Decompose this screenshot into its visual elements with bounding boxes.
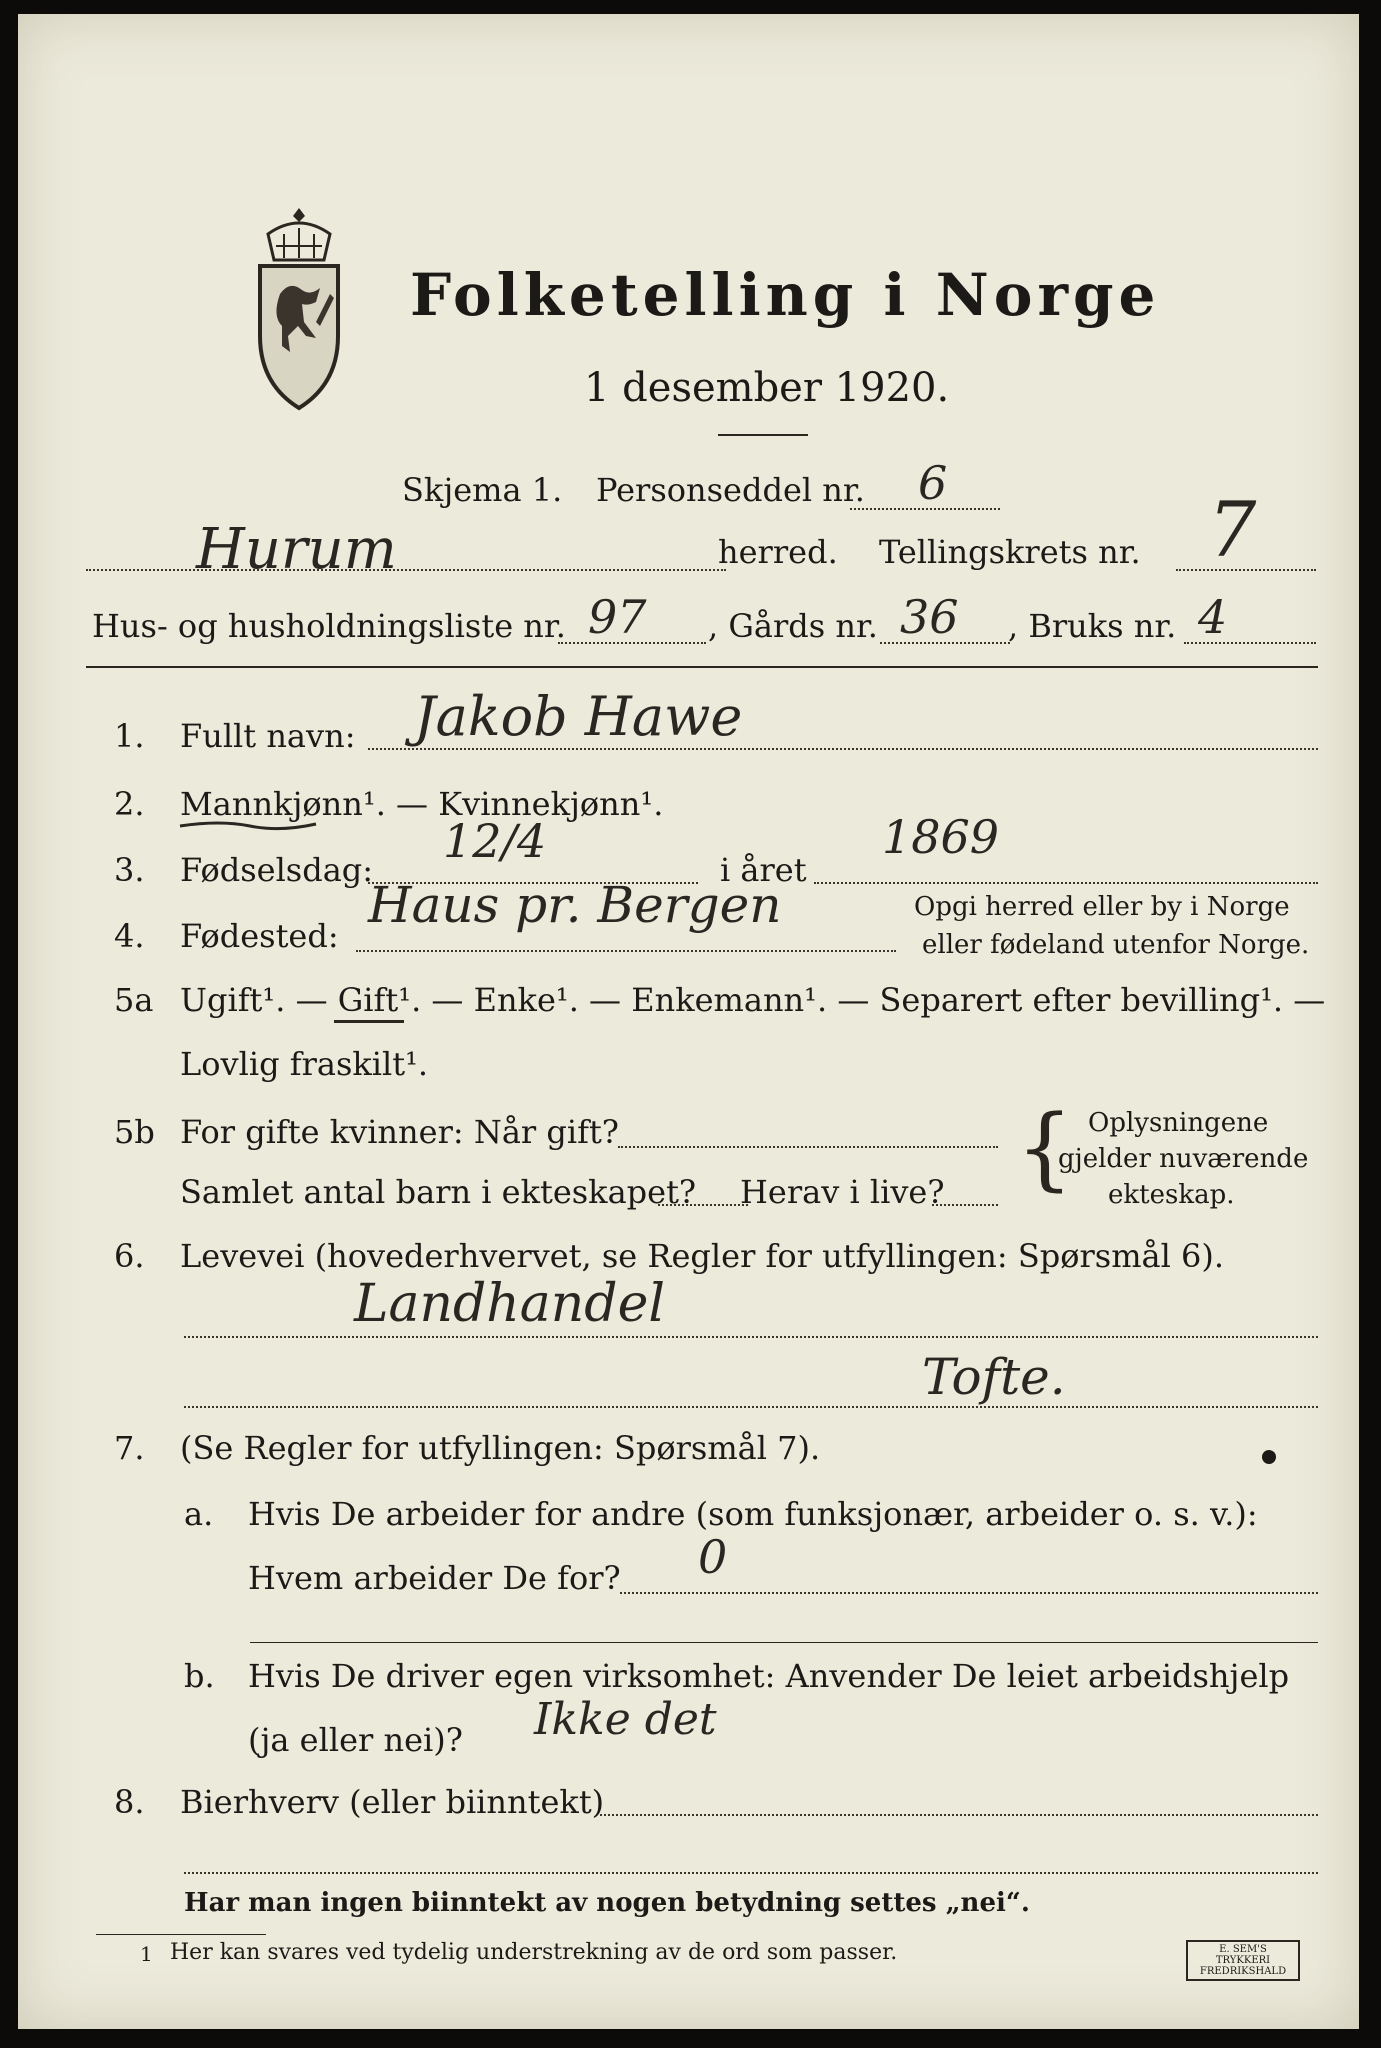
q7b-line2: (ja eller nei)? xyxy=(248,1721,463,1759)
footnote-text: Her kan svares ved tydelig understrekning av de ord som passer. xyxy=(170,1940,898,1965)
tellingskrets-label: Tellingskrets nr. xyxy=(879,533,1141,571)
q3-year-value: 1869 xyxy=(882,810,1000,864)
q5b-note-line3: ekteskap. xyxy=(1108,1180,1235,1210)
q4-label: Fødested: xyxy=(180,917,339,955)
q3-year-label: i året xyxy=(720,851,807,889)
q7a-line1: Hvis De arbeider for andre (som funksjonær, arbeider o. s. v.): xyxy=(248,1495,1258,1533)
q5b-line1-dots xyxy=(618,1146,998,1148)
bruks-label: , Bruks nr. xyxy=(1008,607,1177,645)
q7b-line1: Hvis De driver egen virksomhet: Anvender De leiet arbeidshjelp xyxy=(248,1657,1290,1695)
q3-number: 3. xyxy=(114,851,145,889)
q5b-line2b-dots xyxy=(932,1204,998,1206)
q5a-underline-mark xyxy=(334,1020,404,1023)
skjema-label: Skjema 1. xyxy=(402,471,563,509)
q5a-number: 5a xyxy=(114,981,154,1019)
footnote-rule xyxy=(96,1934,266,1935)
q5b-note-line2: gjelder nuværende xyxy=(1058,1144,1309,1174)
footer-note: Har man ingen biinntekt av nogen betydning settes „nei“. xyxy=(184,1888,1030,1918)
q7-number: 7. xyxy=(114,1429,145,1467)
q7b-letter: b. xyxy=(184,1657,215,1695)
q2-label: Mannkjønn¹. — Kvinnekjønn¹. xyxy=(180,785,664,823)
q5b-line1: For gifte kvinner: Når gift? xyxy=(180,1113,619,1151)
q8-number: 8. xyxy=(114,1783,145,1821)
gards-value: 36 xyxy=(900,590,959,644)
q5a-line2: Lovlig fraskilt¹. xyxy=(180,1045,429,1083)
q6-value1: Landhandel xyxy=(354,1274,665,1334)
tellingskrets-value: 7 xyxy=(1208,485,1257,574)
q1-label: Fullt navn: xyxy=(180,717,356,755)
q3-label: Fødselsdag: xyxy=(180,851,374,889)
bruks-value: 4 xyxy=(1198,590,1228,644)
q7b-value: Ikke det xyxy=(534,1694,717,1745)
form-date: 1 desember 1920. xyxy=(584,365,950,411)
q5b-brace: { xyxy=(1016,1096,1074,1201)
printer-stamp: E. SEM'S TRYKKERI FREDRIKSHALD xyxy=(1186,1940,1300,1981)
q7a-line xyxy=(620,1592,1318,1594)
q4-number: 4. xyxy=(114,917,145,955)
footnote-number: 1 xyxy=(140,1942,153,1966)
q7-label: (Se Regler for utfyllingen: Spørsmål 7). xyxy=(180,1429,821,1467)
census-form xyxy=(18,14,1359,2029)
herred-value: Hurum xyxy=(196,517,397,582)
personseddel-label: Personseddel nr. xyxy=(596,471,865,509)
q4-value: Haus pr. Bergen xyxy=(368,876,782,934)
q5a-line1: Ugift¹. — Gift¹. — Enke¹. — Enkemann¹. — Separert efter bevilling¹. — xyxy=(180,981,1326,1019)
q8-line xyxy=(600,1814,1318,1816)
q4-note-line1: Opgi herred eller by i Norge xyxy=(914,892,1290,922)
gards-label: , Gårds nr. xyxy=(708,607,878,645)
q8-line2 xyxy=(184,1872,1318,1874)
husliste-value: 97 xyxy=(588,590,647,644)
q6-line1 xyxy=(184,1336,1318,1338)
title-divider xyxy=(718,434,808,436)
q1-value: Jakob Hawe xyxy=(414,685,743,748)
personseddel-value: 6 xyxy=(918,456,948,510)
coat-of-arms-icon xyxy=(246,204,352,414)
q6-label: Levevei (hovederhvervet, se Regler for utfyllingen: Spørsmål 6). xyxy=(180,1237,1225,1275)
q1-line xyxy=(368,748,1318,750)
q7a-letter: a. xyxy=(184,1495,214,1533)
herred-label: herred. xyxy=(718,533,838,571)
q7a-rule xyxy=(250,1642,1318,1643)
ink-dot-icon xyxy=(1262,1450,1276,1464)
q7a-value: 0 xyxy=(698,1530,728,1584)
q8-label: Bierhverv (eller biinntekt) xyxy=(180,1783,605,1821)
q5b-line2a: Samlet antal barn i ekteskapet? xyxy=(180,1173,697,1211)
q7a-line2: Hvem arbeider De for? xyxy=(248,1559,621,1597)
q4-note-line2: eller fødeland utenfor Norge. xyxy=(922,930,1310,960)
herred-line xyxy=(86,569,726,571)
q6-value2: Tofte. xyxy=(922,1348,1066,1406)
husliste-label: Hus- og husholdningsliste nr. xyxy=(92,607,566,645)
q3-year-line xyxy=(814,882,1318,884)
q3-value: 12/4 xyxy=(443,814,547,868)
q2-number: 2. xyxy=(114,785,145,823)
q6-number: 6. xyxy=(114,1237,145,1275)
header-divider xyxy=(86,666,1318,668)
q6-line2 xyxy=(184,1406,1318,1408)
q5b-line2b: Herav i live? xyxy=(740,1173,945,1211)
q4-line xyxy=(356,950,896,952)
form-title: Folketelling i Norge xyxy=(410,261,1161,329)
q5b-number: 5b xyxy=(114,1113,155,1151)
q2-underline-mark xyxy=(178,818,318,834)
q5b-note-line1: Oplysningene xyxy=(1088,1108,1269,1138)
q5b-line2a-dots xyxy=(658,1204,748,1206)
q1-number: 1. xyxy=(114,717,145,755)
